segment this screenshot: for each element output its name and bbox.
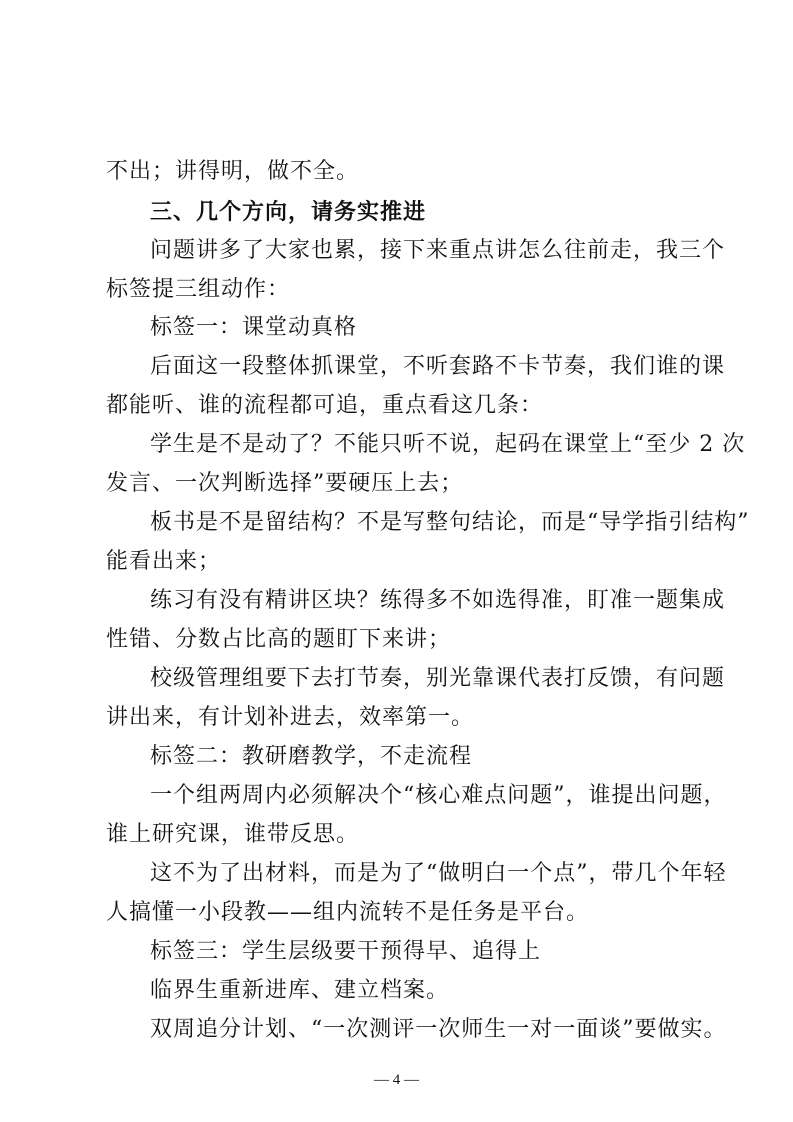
section-heading: 三、几个方向，请务实推进 (150, 199, 427, 225)
tag-heading: 标签二：教研磨教学，不走流程 (150, 744, 473, 769)
paragraph-line: 一个组两周内必须解决个“核心难点问题”，谁提出问题， (150, 783, 727, 808)
paragraph-line: 后面这一段整体抓课堂，不听套路不卡节奏，我们谁的课 (150, 354, 726, 379)
paragraph-line: 不出；讲得明，做不全。 (106, 159, 360, 184)
paragraph-line: 都能听、谁的流程都可追，重点看这几条： (106, 393, 544, 418)
paragraph-line: 谁上研究课，谁带反思。 (106, 822, 360, 847)
paragraph-line: 能看出来； (106, 549, 222, 574)
paragraph-line: 发言、一次判断选择”要硬压上去； (106, 471, 464, 496)
paragraph-line: 这不为了出材料，而是为了“做明白一个点”，带几个年轻 (150, 861, 727, 886)
paragraph-line: 校级管理组要下去打节奏，别光靠课代表打反馈，有问题 (150, 666, 726, 691)
paragraph-line: 人搞懂一小段教——组内流转不是任务是平台。 (106, 900, 590, 925)
tag-heading: 标签一：课堂动真格 (150, 315, 358, 340)
paragraph-line: 标签提三组动作： (106, 277, 291, 302)
paragraph-line: 学生是不是动了？不能只听不说，起码在课堂上“至少 2 次 (150, 432, 746, 457)
tag-heading: 标签三：学生层级要干预得早、追得上 (150, 939, 542, 964)
paragraph-line: 讲出来，有计划补进去，效率第一。 (106, 705, 475, 730)
paragraph-line: 临界生重新进库、建立档案。 (150, 978, 450, 1003)
paragraph-line: 性错、分数占比高的题盯下来讲； (106, 627, 452, 652)
paragraph-line: 双周追分计划、“一次测评一次师生一对一面谈”要做实。 (150, 1017, 727, 1042)
paragraph-line: 练习有没有精讲区块？练得多不如选得准，盯准一题集成 (150, 588, 726, 613)
paragraph-line: 问题讲多了大家也累，接下来重点讲怎么往前走，我三个 (150, 238, 726, 263)
page-number: — 4 — (374, 1072, 419, 1088)
paragraph-line: 板书是不是留结构？不是写整句结论，而是“导学指引结构” (150, 510, 750, 535)
